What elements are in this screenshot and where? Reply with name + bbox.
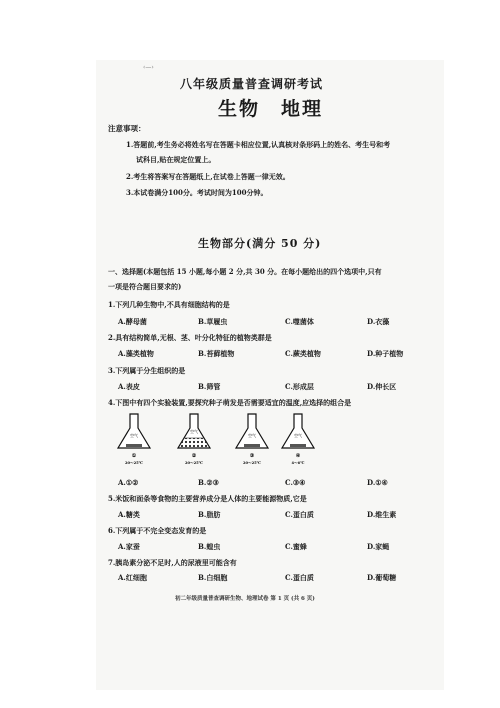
section-instructions: 一、选择题(本题包括 15 小题,每小题 2 分,共 30 分。在每小题给出的四个选项中,只有: [108, 267, 382, 276]
option-a: A.家蚕: [118, 542, 140, 551]
option-b: B.蝗虫: [198, 542, 221, 551]
flask-temp: 20～25℃: [185, 461, 203, 465]
note-item: 2.考生将答案写在答题纸上,在试卷上答题一律无效。: [126, 172, 290, 181]
option-c: C.蛋白质: [285, 573, 314, 582]
option-c: C.蛋白质: [285, 510, 314, 519]
top-mark: ‹—›: [143, 64, 154, 71]
question-stem: 5.米饭和面条等食物的主要营养成分是人体的主要能源物质,它是: [108, 494, 307, 503]
exam-title: 八年级质量普查调研考试: [180, 77, 324, 91]
question-stem: 1.下列几种生物中,不具有细胞结构的是: [108, 300, 230, 309]
flask-temp: 4～6℃: [291, 461, 305, 465]
option-c: C.③④: [285, 478, 306, 487]
flask-number: ①: [131, 453, 137, 459]
flask-3: [236, 414, 268, 465]
note-item: 1.答题前,考生务必将姓名写在答题卡相应位置,认真核对条形码上的姓名、考生号和考: [126, 140, 391, 149]
notes-title: 注意事项：: [108, 124, 146, 133]
option-c: C.形成层: [285, 382, 314, 391]
note-item: 3.本试卷满分100分。考试时间为100分钟。: [126, 188, 268, 197]
option-b: B.苔藓植物: [198, 349, 235, 358]
flask-label: 空气: [248, 433, 256, 438]
option-d: D.种子植物: [367, 349, 404, 358]
page-footer: 初二年级质量普查调研生物、地理试卷 第 1 页 (共 6 页): [175, 596, 315, 602]
option-b: B.②③: [198, 478, 219, 487]
flask-number: ②: [191, 453, 197, 459]
flask-label: 空气: [294, 433, 302, 438]
option-a: A.红细胞: [118, 573, 147, 582]
question-stem: 4.下图中有四个实验装置,要探究种子萌发是否需要适宜的温度,应选择的组合是: [108, 398, 352, 407]
option-b: B.白细胞: [198, 573, 228, 582]
option-a: A.①②: [118, 478, 139, 487]
flask-4: [282, 414, 314, 465]
option-a: A.糖类: [118, 510, 140, 519]
question-stem: 2.具有结构简单,无根、茎、叶分化特征的植物类群是: [108, 333, 272, 342]
option-d: D.伸长区: [367, 382, 397, 391]
flask-label: 空气: [130, 433, 138, 438]
flask-temp: 20～25℃: [125, 461, 143, 465]
option-a: A.酵母菌: [118, 317, 147, 326]
option-c: C.蜜蜂: [285, 542, 307, 551]
flask-number: ③: [249, 453, 255, 459]
option-d: D.葡萄糖: [367, 573, 397, 582]
note-item: 试科目,贴在规定位置上。: [136, 155, 216, 164]
experiment-figure: [116, 408, 316, 474]
flask-number: ④: [295, 453, 301, 459]
option-a: A.表皮: [118, 382, 140, 391]
option-d: D.家蝇: [367, 542, 390, 551]
question-stem: 7.胰岛素分泌不足时,人的尿液里可能含有: [108, 558, 237, 567]
flask-2: [178, 414, 210, 465]
question-stem: 6.下列属于不完全变态发育的是: [108, 526, 207, 535]
option-b: B.筛管: [198, 382, 221, 391]
option-c: C.噬菌体: [285, 317, 314, 326]
option-b: B.草履虫: [198, 317, 228, 326]
flask-temp: 20～25℃: [243, 461, 261, 465]
option-c: C.蕨类植物: [285, 349, 321, 358]
option-d: D.维生素: [367, 510, 397, 519]
section-instructions: 一项是符合题目要求的): [108, 282, 182, 291]
question-stem: 3.下列属于分生组织的是: [108, 366, 186, 375]
subject-title: 生物 地理: [218, 98, 324, 120]
option-b: B.脂肪: [198, 510, 221, 519]
flask-label: 空气: [190, 429, 198, 434]
flask-1: [118, 414, 150, 465]
option-d: D.衣藻: [367, 317, 390, 326]
option-d: D.①④: [367, 478, 388, 487]
option-a: A.藻类植物: [118, 349, 154, 358]
section-title: 生物部分(满分 50 分): [198, 237, 322, 250]
